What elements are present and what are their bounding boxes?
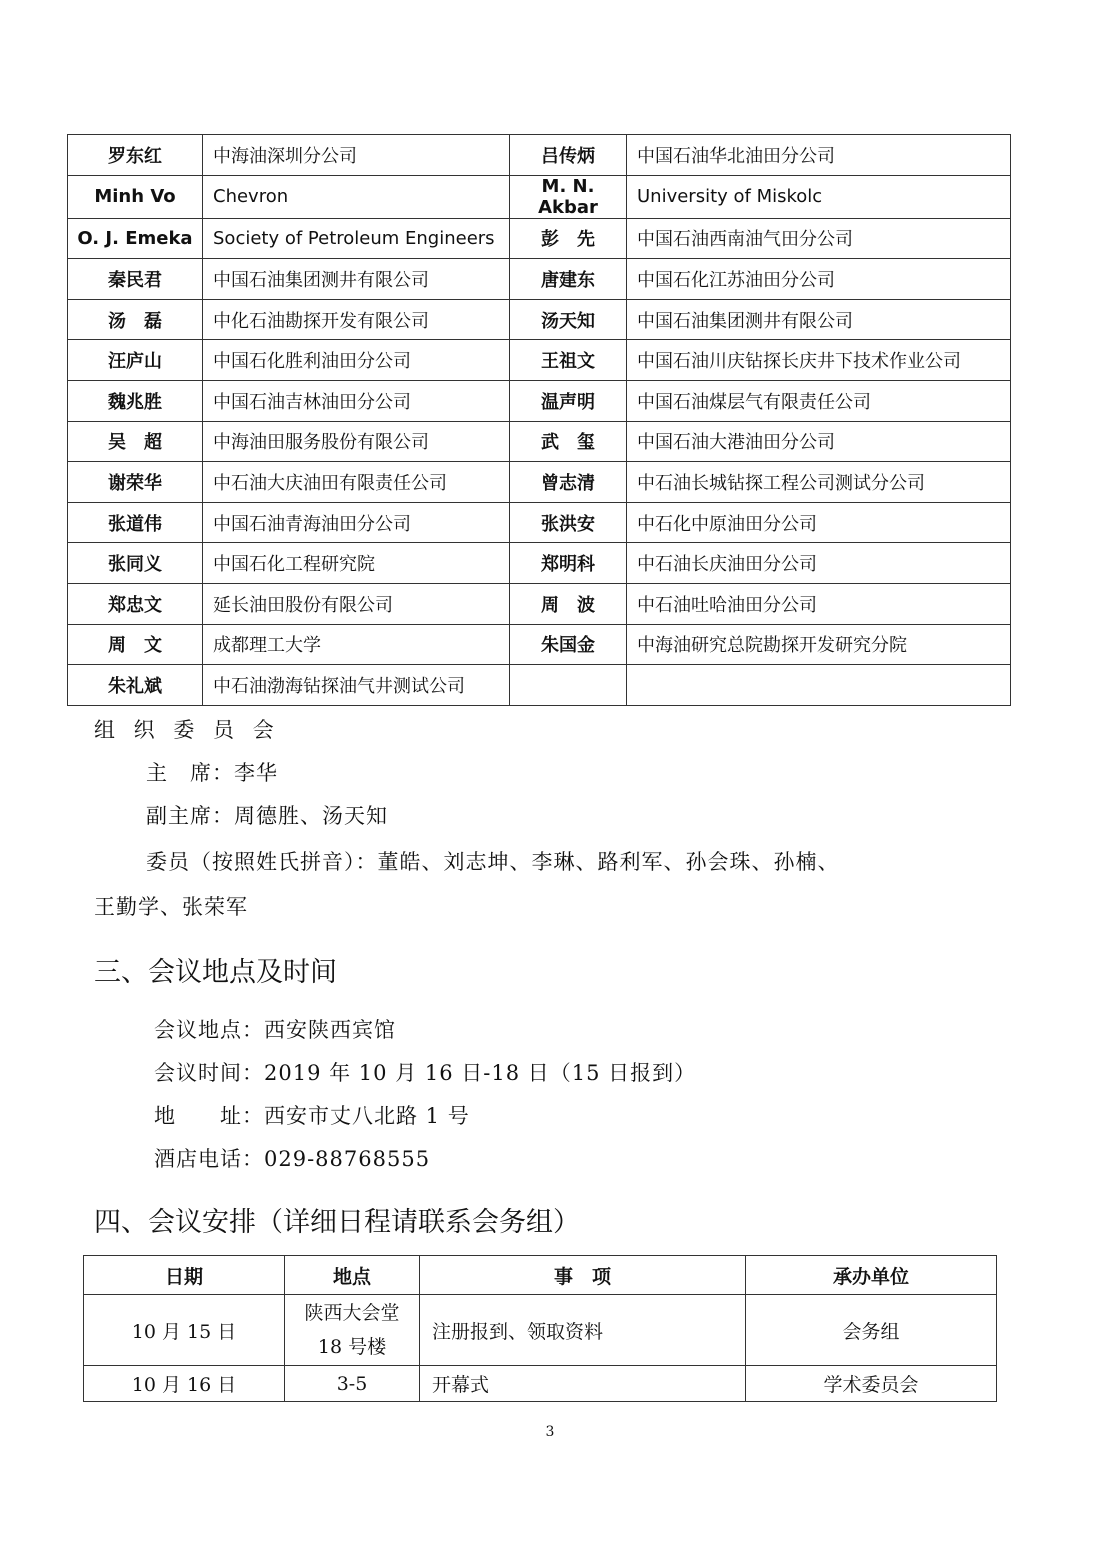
schedule-date: 10 月 15 日: [84, 1295, 285, 1366]
member-org: Chevron: [203, 175, 510, 218]
member-name: 谢荣华: [68, 462, 203, 503]
schedule-header-row: [84, 1256, 997, 1295]
member-org: 中国石油集团测井有限公司: [203, 259, 510, 300]
member-org: 中国石油川庆钻探长庆井下技术作业公司: [627, 340, 1011, 381]
member-org: 中石油长城钻探工程公司测试分公司: [627, 462, 1011, 503]
member-org: 成都理工大学: [203, 624, 510, 665]
member-org: Society of Petroleum Engineers: [203, 218, 510, 259]
member-org: 中国石油大港油田分公司: [627, 421, 1011, 462]
member-org: 中国石油吉林油田分公司: [203, 380, 510, 421]
schedule-place: [285, 1295, 420, 1366]
member-org: 中国石油集团测井有限公司: [627, 299, 1011, 340]
schedule-row: [84, 1366, 997, 1402]
header-item: 事 项: [420, 1256, 746, 1295]
member-org: 中海油田服务股份有限公司: [203, 421, 510, 462]
schedule-item: 注册报到、领取资料: [420, 1295, 746, 1366]
member-org: 中国石油西南油气田分公司: [627, 218, 1011, 259]
table-row: [68, 665, 1011, 706]
member-name: 汤 磊: [68, 299, 203, 340]
member-org: 中国石油煤层气有限责任公司: [627, 380, 1011, 421]
address-line: 地 址：西安市丈八北路 1 号: [154, 1104, 470, 1128]
table-row: [68, 218, 1011, 259]
org-vice-chair: 副主席：周德胜、汤天知: [146, 804, 388, 828]
member-name: 张同义: [68, 543, 203, 584]
schedule-place: 3-5: [285, 1366, 420, 1402]
member-org: 中国石化工程研究院: [203, 543, 510, 584]
member-org: 中化石油勘探开发有限公司: [203, 299, 510, 340]
member-name: 魏兆胜: [68, 380, 203, 421]
schedule-table: [83, 1255, 997, 1402]
member-name: 郑忠文: [68, 583, 203, 624]
schedule-host: 会务组: [746, 1295, 997, 1366]
org-committee-title: 组 织 委 员 会: [94, 718, 280, 742]
member-org: 中石油长庆油田分公司: [627, 543, 1011, 584]
header-place: 地点: [285, 1256, 420, 1295]
member-org: 中石化中原油田分公司: [627, 502, 1011, 543]
member-org: University of Miskolc: [627, 175, 1011, 218]
member-org: 中石油渤海钻探油气井测试公司: [203, 665, 510, 706]
table-row: [68, 340, 1011, 381]
member-name: 秦民君: [68, 259, 203, 300]
schedule-place-line2: 18 号楼: [317, 1336, 387, 1358]
time-line: 会议时间：2019 年 10 月 16 日-18 日（15 日报到）: [154, 1061, 697, 1085]
member-name: 郑明科: [510, 543, 627, 584]
member-org: 中国石化江苏油田分公司: [627, 259, 1011, 300]
member-name: 武 玺: [510, 421, 627, 462]
org-chair: 主 席：李华: [146, 761, 278, 785]
member-name: Minh Vo: [68, 175, 203, 218]
member-org: 中石油大庆油田有限责任公司: [203, 462, 510, 503]
member-name: 周 波: [510, 583, 627, 624]
table-row: [68, 299, 1011, 340]
page-number: 3: [545, 1424, 555, 1440]
table-row: [68, 583, 1011, 624]
table-row: [68, 421, 1011, 462]
table-row: [68, 624, 1011, 665]
header-date: 日期: [84, 1256, 285, 1295]
member-org: 中海油研究总院勘探开发研究分院: [627, 624, 1011, 665]
table-row: [68, 380, 1011, 421]
section3-heading: 三、会议地点及时间: [94, 957, 337, 988]
schedule-item: 开幕式: [420, 1366, 746, 1402]
member-name: 汤天知: [510, 299, 627, 340]
table-row: [68, 259, 1011, 300]
committee-members-table: [67, 134, 1011, 706]
table-row: [68, 502, 1011, 543]
member-name: 吕传炳: [510, 135, 627, 176]
member-name: 吴 超: [68, 421, 203, 462]
member-name: 罗东红: [68, 135, 203, 176]
member-name: M. N. Akbar: [510, 175, 627, 218]
member-org: 中石油吐哈油田分公司: [627, 583, 1011, 624]
member-org: 中国石油华北油田分公司: [627, 135, 1011, 176]
member-org: 延长油田股份有限公司: [203, 583, 510, 624]
member-name: [510, 665, 627, 706]
member-name: 周 文: [68, 624, 203, 665]
org-members-line2: 王勤学、张荣军: [94, 895, 248, 919]
member-name: 朱礼斌: [68, 665, 203, 706]
member-name: 张洪安: [510, 502, 627, 543]
member-org: 中国石化胜利油田分公司: [203, 340, 510, 381]
schedule-date: 10 月 16 日: [84, 1366, 285, 1402]
table-row: [68, 175, 1011, 218]
member-org: 中国石油青海油田分公司: [203, 502, 510, 543]
member-name: 王祖文: [510, 340, 627, 381]
member-name: 曾志清: [510, 462, 627, 503]
member-name: 张道伟: [68, 502, 203, 543]
header-host: 承办单位: [746, 1256, 997, 1295]
venue-line: 会议地点：西安陕西宾馆: [154, 1018, 396, 1042]
member-name: O. J. Emeka: [68, 218, 203, 259]
member-name: 温声明: [510, 380, 627, 421]
member-name: 汪庐山: [68, 340, 203, 381]
org-members-line1: 委员（按照姓氏拼音）：董皓、刘志坤、李琳、路利军、孙会珠、孙楠、: [146, 850, 840, 874]
member-org: [627, 665, 1011, 706]
table-row: [68, 543, 1011, 584]
schedule-place-line1: 陕西大会堂: [304, 1302, 400, 1324]
member-name: 唐建东: [510, 259, 627, 300]
member-name: 朱国金: [510, 624, 627, 665]
member-name: 彭 先: [510, 218, 627, 259]
section4-heading: 四、会议安排（详细日程请联系会务组）: [94, 1207, 580, 1238]
schedule-host: 学术委员会: [746, 1366, 997, 1402]
phone-line: 酒店电话：029-88768555: [154, 1147, 431, 1171]
table-row: [68, 462, 1011, 503]
member-org: 中海油深圳分公司: [203, 135, 510, 176]
table-row: [68, 135, 1011, 176]
schedule-row: [84, 1295, 997, 1366]
